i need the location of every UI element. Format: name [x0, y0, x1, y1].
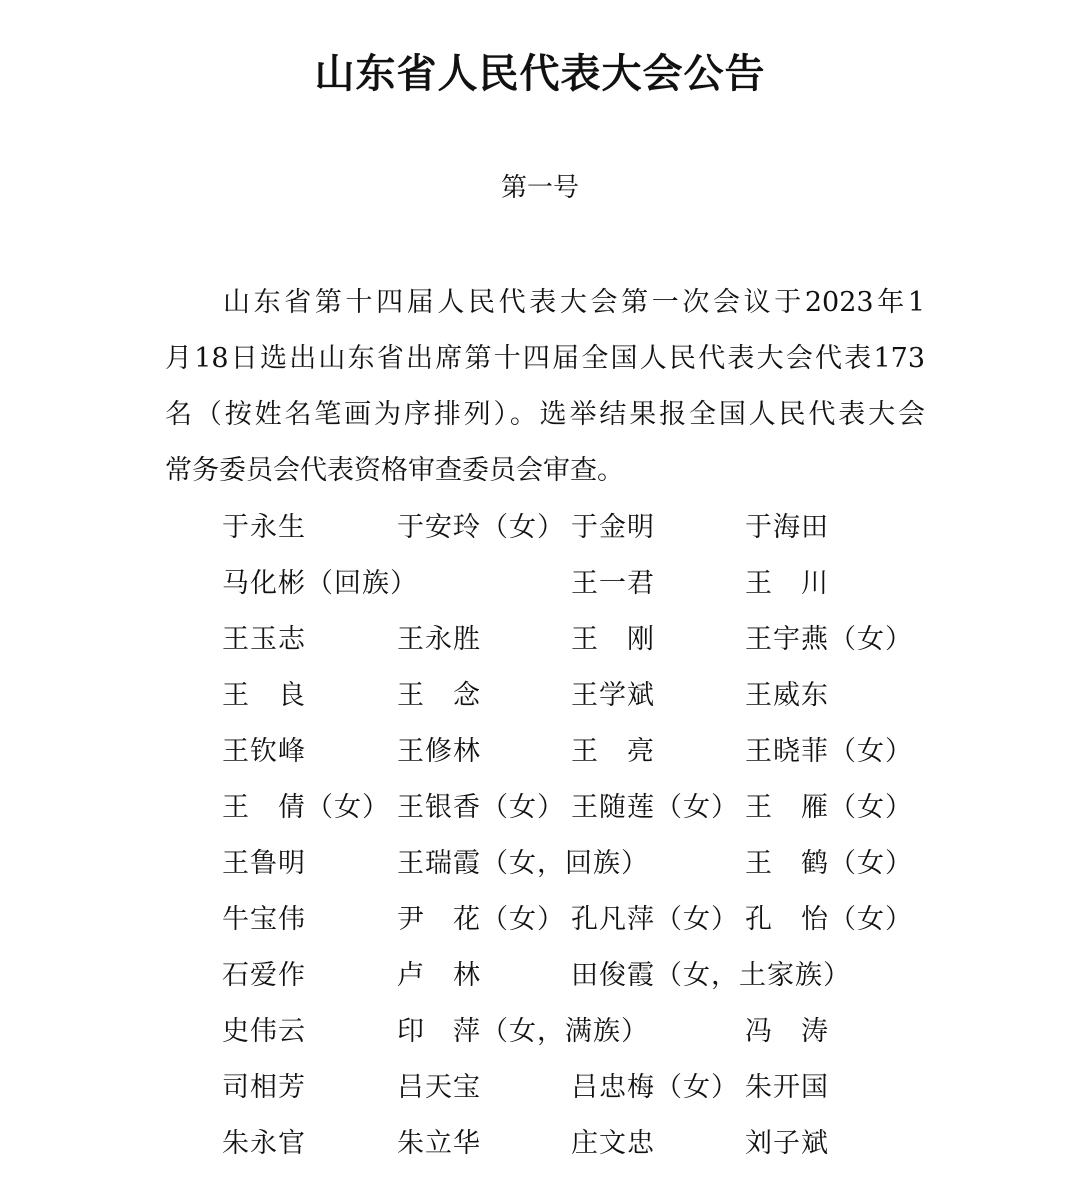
name-row — [0, 612, 1080, 668]
delegate-name: 史伟云 — [222, 1016, 306, 1047]
delegate-name: 王玉志 — [222, 624, 306, 655]
delegate-name: 王学斌 — [571, 680, 655, 711]
body-line: 月18日选出山东省出席第十四届全国人民代表大会代表173 — [165, 343, 925, 374]
delegate-name: 王威东 — [745, 680, 829, 711]
name-row — [0, 1060, 1080, 1116]
delegate-name-list — [0, 500, 1080, 1172]
name-row — [0, 724, 1080, 780]
delegate-name: 印 萍（女，满族） — [397, 1016, 649, 1047]
delegate-name: 王晓菲（女） — [745, 736, 913, 767]
delegate-name: 王 刚 — [571, 624, 655, 655]
delegate-name: 于金明 — [571, 512, 655, 543]
delegate-name: 王 良 — [222, 680, 306, 711]
delegate-name: 朱立华 — [397, 1128, 481, 1159]
delegate-name: 吕忠梅（女） — [571, 1072, 739, 1103]
delegate-name: 刘子斌 — [745, 1128, 829, 1159]
delegate-name: 王修林 — [397, 736, 481, 767]
delegate-name: 王 倩（女） — [222, 792, 390, 823]
delegate-name: 王一君 — [571, 568, 655, 599]
delegate-name: 于永生 — [222, 512, 306, 543]
body-line: 山东省第十四届人民代表大会第一次会议于2023年1 — [223, 287, 925, 318]
body-line: 名（按姓名笔画为序排列）。选举结果报全国人民代表大会 — [165, 399, 925, 430]
delegate-name: 马化彬（回族） — [222, 568, 418, 599]
name-row — [0, 780, 1080, 836]
delegate-name: 朱永官 — [222, 1128, 306, 1159]
delegate-name: 朱开国 — [745, 1072, 829, 1103]
delegate-name: 尹 花（女） — [397, 904, 565, 935]
name-row — [0, 1004, 1080, 1060]
delegate-name: 王随莲（女） — [571, 792, 739, 823]
delegate-name: 王永胜 — [397, 624, 481, 655]
delegate-name: 王钦峰 — [222, 736, 306, 767]
delegate-name: 王 亮 — [571, 736, 655, 767]
delegate-name: 牛宝伟 — [222, 904, 306, 935]
delegate-name: 王 鹤（女） — [745, 848, 913, 879]
delegate-name: 司相芳 — [222, 1072, 306, 1103]
delegate-name: 田俊霞（女，土家族） — [571, 960, 851, 991]
body-line: 常务委员会代表资格审查委员会审查。 — [165, 455, 624, 486]
announcement-title: 山东省人民代表大会公告 — [314, 50, 766, 97]
name-row — [0, 836, 1080, 892]
delegate-name: 王 念 — [397, 680, 481, 711]
name-row — [0, 948, 1080, 1004]
delegate-name: 石爱作 — [222, 960, 306, 991]
delegate-name: 卢 林 — [397, 960, 481, 991]
name-row — [0, 668, 1080, 724]
announcement-number: 第一号 — [500, 173, 579, 203]
delegate-name: 王 雁（女） — [745, 792, 913, 823]
delegate-name: 庄文忠 — [571, 1128, 655, 1159]
delegate-name: 于海田 — [745, 512, 829, 543]
delegate-name: 王银香（女） — [397, 792, 565, 823]
delegate-name: 王瑞霞（女，回族） — [397, 848, 649, 879]
delegate-name: 吕天宝 — [397, 1072, 481, 1103]
delegate-name: 于安玲（女） — [397, 512, 565, 543]
delegate-name: 王宇燕（女） — [745, 624, 913, 655]
delegate-name: 王鲁明 — [222, 848, 306, 879]
delegate-name: 孔 怡（女） — [745, 904, 913, 935]
delegate-name: 孔凡萍（女） — [571, 904, 739, 935]
name-row — [0, 556, 1080, 612]
announcement-body — [165, 275, 925, 499]
name-row — [0, 1116, 1080, 1172]
delegate-name: 王 川 — [745, 568, 829, 599]
delegate-name: 冯 涛 — [745, 1016, 829, 1047]
name-row — [0, 892, 1080, 948]
name-row — [0, 500, 1080, 556]
